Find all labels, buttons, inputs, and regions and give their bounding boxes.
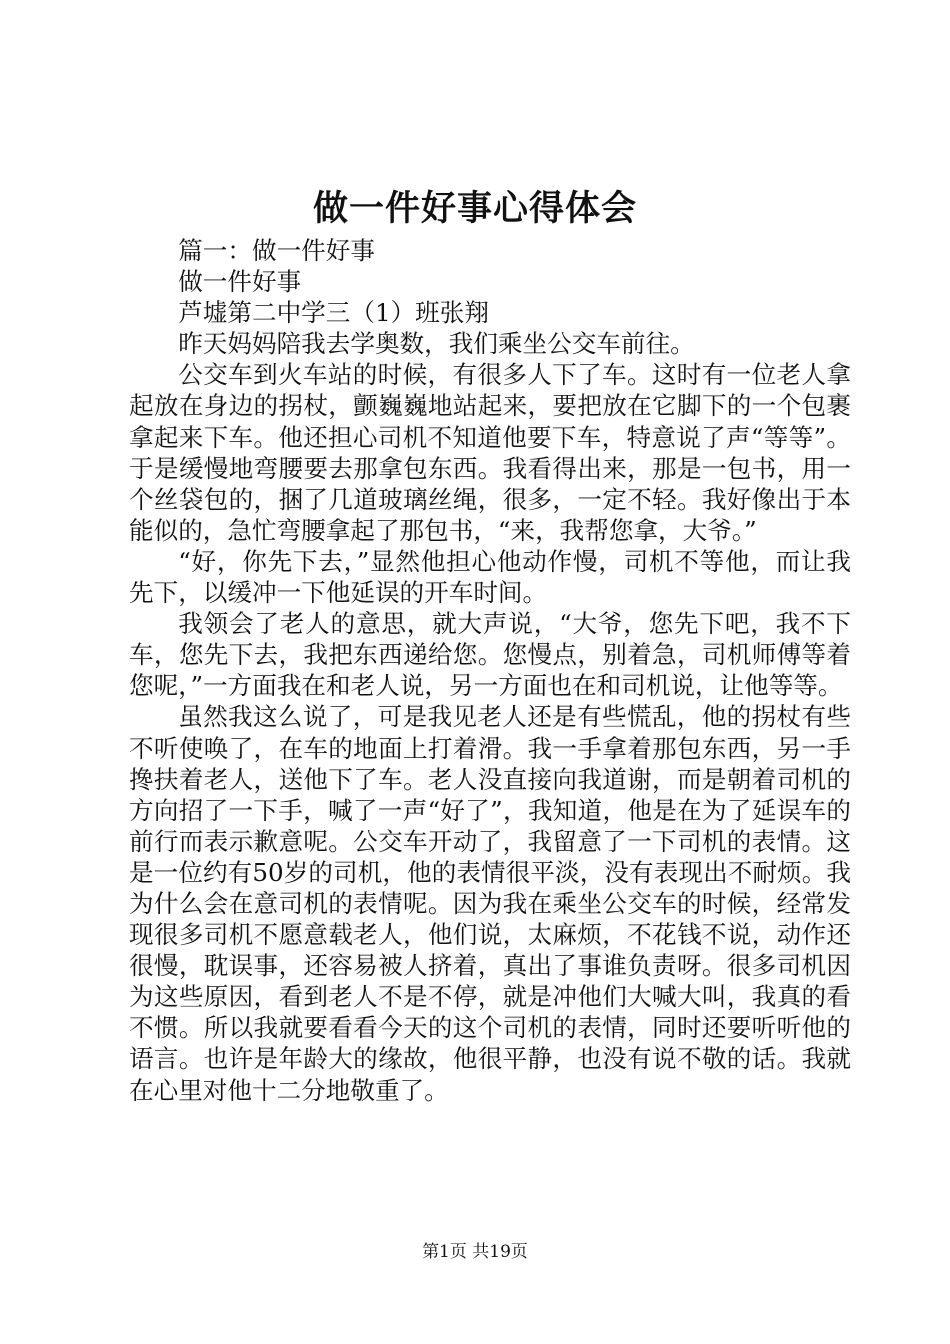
page-number-footer: 第1页 共19页 <box>422 1242 528 1262</box>
paragraph-body: “好，你先下去，”显然他担心他动作慢，司机不等他，而让我先下，以缓冲一下他延误的开车时间。 <box>129 546 851 608</box>
document-title: 做一件好事心得体会 <box>312 188 637 229</box>
paragraph-essay-title: 做一件好事 <box>178 267 302 297</box>
document-body <box>129 235 851 1106</box>
paragraph-body: 我领会了老人的意思，就大声说，“大爷，您先下吧，我不下车，您先下去，我把东西递给您。您慢点，别着急，司机师傅等着您呢，”一方面我在和老人说，另一方面也在和司机说，让他等等。 <box>129 609 851 701</box>
paragraph-author: 芦墟第二中学三（1）班张翔 <box>178 298 489 328</box>
paragraph-section-heading: 篇一：做一件好事 <box>178 236 375 265</box>
paragraph-body: 昨天妈妈陪我去学奥数，我们乘坐公交车前往。 <box>178 329 695 359</box>
paragraph-body: 公交车到火车站的时候，有很多人下了车。这时有一位老人拿起放在身边的拐杖，颤巍巍地站起来，要把放在它脚下的一个包裹拿起来下车。他还担心司机不知道他要下车，特意说了声“等等”。于是缓慢地弯腰要去那拿包东西。我看得出来，那是一包书，用一个丝袋包的，捆了几道玻璃丝绳，很多，一定不轻。我好像出于本能似的，急忙弯腰拿起了那包书，“来，我帮您拿，大爷。” <box>129 360 851 545</box>
paragraph-body: 虽然我这么说了，可是我见老人还是有些慌乱，他的拐杖有些不听使唤了，在车的地面上打着滑。我一手拿着那包东西，另一手搀扶着老人，送他下了车。老人没直接向我道谢，而是朝着司机的方向招了一下手，喊了一声“好了”，我知道，他是在为了延误车的前行而表示歉意呢。公交车开动了，我留意了一下司机的表情。这是一位约有50岁的司机，他的表情很平淡，没有表现出不耐烦。我为什么会在意司机的表情呢。因为我在乘坐公交车的时候，经常发现很多司机不愿意载老人，他们说，太麻烦，不花钱不说，动作还很慢，耽误事，还容易被人挤着，真出了事谁负责呀。很多司机因为这些原因，看到老人不是不停，就是冲他们大喊大叫，我真的看不惯。所以我就要看看今天的这个司机的表情，同时还要听听他的语言。也许是年龄大的缘故，他很平静，也没有说不敬的话。我就在心里对他十二分地敬重了。 <box>129 702 851 1105</box>
